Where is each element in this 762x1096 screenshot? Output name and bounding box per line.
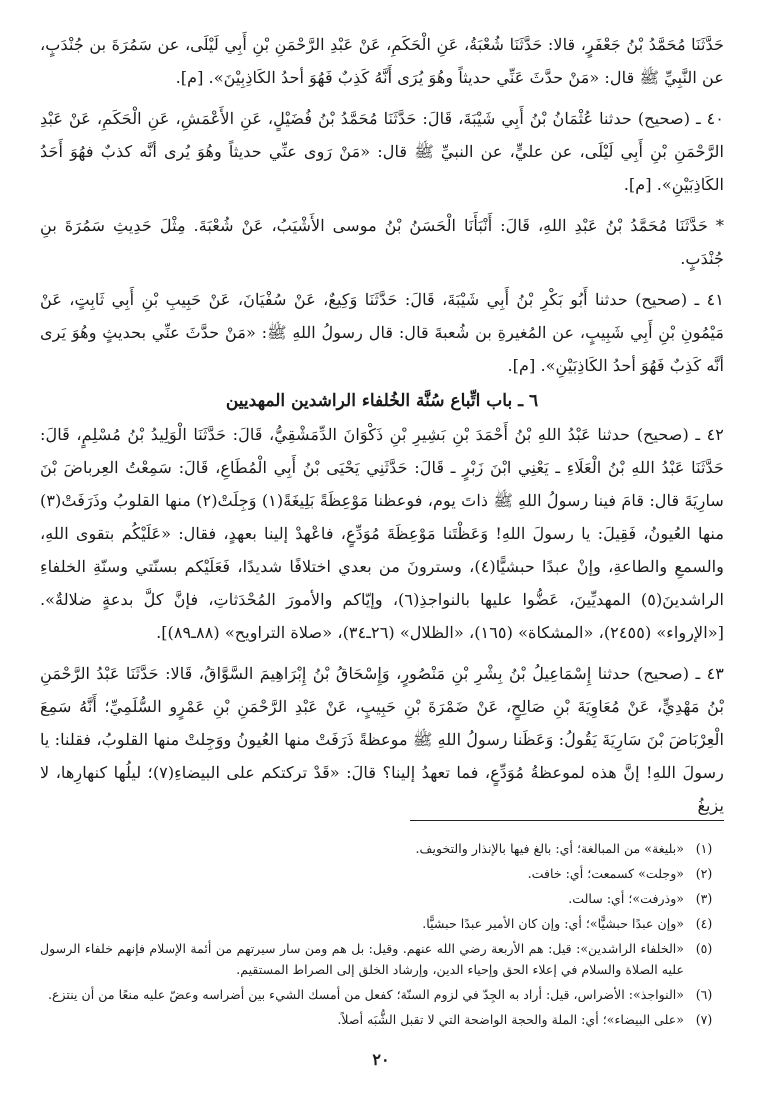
footnote (40, 938, 724, 980)
footnote-number: (٦) (695, 987, 713, 1002)
footnote-divider (410, 820, 724, 821)
footnote-text: «بليغة» من المبالغة؛ أي: بالغ فيها بالإنذار والتخويف. (415, 841, 684, 856)
footnote-number: (٢) (695, 866, 713, 881)
footnote-number: (٥) (695, 941, 713, 956)
footnote-text: «وجلت» كسمعت؛ أي: خافت. (527, 866, 684, 881)
footnote-number: (٣) (695, 891, 713, 906)
paragraph-hadith-40-chain: * حَدَّثَنَا مُحَمَّدُ بْنُ عَبْدِ اللهِ، قَالَ: أَنْبَأَنَا الْحَسَنُ بْنُ موسى الأَشْيَبُ، عَنْ شُعْبَةَ. مِثْلَ حَدِيثِ سَمُرَةَ بنِ جُنْدَبٍ. (40, 216, 724, 268)
footnote-text: «وإن عبدًا حبشيًّا»؛ أي: وإن كان الأمير عبدًا حبشيًّا. (422, 916, 684, 931)
paragraph-hadith-41: ٤١ ـ (صحيح) حدثنا أَبُو بَكْرِ بْنُ أَبِي شَيْبَةَ، قَالَ: حَدَّثَنَا وَكِيعٌ، عَنْ سُفْيَانَ، عَنْ حَبِيبِ بْنِ أَبِي ثَابِتٍ، عَنْ مَيْمُونِ بْنِ أَبِي شَبِيبٍ، عن المُغيرةِ بن شُعبةَ قال: قال رسولُ اللهِ ﷺ: «مَنْ حدَّثَ عنِّي بحديثٍ وهُوَ يَرى أنَّه كَذِبٌ فَهُوَ أحدُ الكَاذِبَيْنِ». [م]. (40, 290, 724, 375)
footnote (40, 1009, 724, 1030)
footnote (40, 913, 724, 934)
paragraph-hadith-42: ٤٢ ـ (صحيح) حدثنا عَبْدُ اللهِ بْنُ أَحْمَدَ بْنِ بَشِيرِ بْنِ ذَكْوَانَ الدِّمَشْقِيُّ، قَالَ: حَدَّثَنَا الْوَلِيدُ بْنُ مُسْلِمٍ، قَالَ: حَدَّثَنَا عَبْدُ اللهِ بْنُ الْعَلَاءِ ـ يَعْنِي ابْنَ زَبْرٍ ـ قَالَ: حَدَّثَنِي يَحْيَى بْنُ أَبِي الْمُطَاعِ، قَالَ: سَمِعْتُ العِرباضَ بْنَ سارِيَةَ قال: قامَ فينا رسولُ اللهِ ﷺ ذاتَ يوم، فوعظنا مَوْعِظَةً بَلِيغَةً(١) وَجِلَتْ(٢) منها القلوبُ وذَرَفَتْ(٣) منها العُيونُ، فَقِيلَ: يا رسولَ اللهِ! وَعَظْتَنا مَوْعِظَةَ مُوَدِّعٍ، فاعْهدْ إلينا بعهدٍ، فقال: «عَلَيْكُم بتقوى اللهِ، والسمعِ والطاعةِ، وإنْ عبدًا حبشيًّا(٤)، وسترونَ من بعدي اختلافًا شديدًا، فَعَلَيْكم بسنّتي وسنّةِ الخلفاءِ الراشدينَ(٥) المهديِّينَ، عَضُّوا عليها بالنواجذِ(٦)، وإيّاكم والأمورَ المُحْدَثاتِ، فإنَّ كلَّ بدعةٍ ضلالةٌ». [«الإرواء» (٢٤٥٥)، «المشكاة» (١٦٥)، «الظلال» (٢٦ـ٣٤)، «صلاة التراويح» (٨٨ـ٨٩)]. (40, 425, 725, 642)
footnote (40, 984, 724, 1005)
footnote (40, 863, 724, 884)
paragraph-hadith-40: ٤٠ ـ (صحيح) حدثنا عُثْمَانُ بْنُ أَبِي شَيْبَةَ، قَالَ: حَدَّثَنَا مُحَمَّدُ بْنُ فُضَيْلٍ، عَنِ الأَعْمَشِ، عَنِ الْحَكَمِ، عَنْ عَبْدِ الرَّحْمَنِ بْنِ أَبِي لَيْلَى، عن عليٍّ، عن النبيِّ ﷺ قال: «مَنْ رَوى عنِّي حديثاً وهُوَ يُرى أنَّه كذبٌ فهُوَ أَحَدُ الكَاذِبَيْنِ». [م]. (40, 109, 724, 194)
footnote-text: «النواجذ»: الأضراس، قيل: أراد به الجِدّ في لزوم السنّة؛ كفعل من أمسك الشيء بين أضراسه وعضّ عليه منعًا من أن ينتزع. (47, 987, 684, 1002)
main-text (40, 28, 724, 822)
footnote-text: «على البيضاء»؛ أي: الملة والحجة الواضحة التي لا تقبل الشُّبَه أصلاً. (337, 1012, 684, 1027)
footnote (40, 888, 724, 909)
footnote-number: (٤) (695, 916, 713, 931)
chapter-heading: ٦ ـ باب اتِّباع سُنَّة الخُلفاء الراشدين المهديين (225, 391, 539, 411)
footnote-number: (٧) (695, 1012, 713, 1027)
footnotes (40, 838, 724, 1034)
footnote (40, 838, 724, 859)
paragraph-hadith-43: ٤٣ ـ (صحيح) حدثنا إِسْمَاعِيلُ بْنُ بِشْرِ بْنِ مَنْصُورٍ، وَإِسْحَاقُ بْنُ إِبْرَاهِيمَ السَّوَّاقُ، قَالا: حَدَّثَنَا عَبْدُ الرَّحْمَنِ بْنُ مَهْدِيٍّ، عَنْ مُعَاوِيَةَ بْنِ صَالِحٍ، عَنْ ضَمْرَةَ بْنِ حَبِيبٍ، عَنْ عَبْدِ الرَّحْمَنِ بْنِ عَمْرٍو السُّلَمِيِّ؛ أَنَّهُ سَمِعَ الْعِرْبَاضَ بْنَ سَارِيَةَ يَقُولُ: وَعَظَنا رسولُ اللهِ ﷺ موعظةً ذَرَفَتْ منها العُيونُ ووَجِلتْ منها القلوبُ، فقلنا: يا رسولَ اللهِ! إنَّ هذه لموعظةُ مُوَدِّعٍ، فما تعهدُ إلينا؟ قالَ: «قَدْ تركتكم على البيضاءِ(٧)؛ ليلُها كنهارِها، لا يزيغُ (40, 664, 724, 815)
footnote-text: «الخلفاء الراشدين»: قيل: هم الأربعة رضي الله عنهم. وقيل: بل هم ومن سار سيرتهم من أئمة الإسلام فإنهم خلفاء الرسول عليه الصلاة والسلام في إعلاء الحق وإحياء الدين، وإرشاد الخلق إلى الصراط المستقيم. (40, 941, 684, 977)
paragraph-hadith-39-end: حَدَّثَنَا مُحَمَّدُ بْنُ جَعْفَرٍ، قالا: حَدَّثَنَا شُعْبَةُ، عَنِ الْحَكَمِ، عَنْ عَبْدِ الرَّحْمَنِ بْنِ أَبِي لَيْلَى، عن سَمُرَةَ بن جُنْدَبٍ، عن النَّبِيِّ ﷺ قال: «مَنْ حدَّثَ عَنِّي حديثاً وهُوَ يُرَى أَنَّهُ كَذِبٌ فَهُوَ أحدُ الكَاذِبِيْنَ». [م]. (40, 35, 724, 87)
page-number: ٢٠ (372, 1050, 390, 1069)
footnote-number: (١) (695, 841, 713, 856)
footnote-text: «وذرفت»؛ أي: سالت. (568, 891, 684, 906)
